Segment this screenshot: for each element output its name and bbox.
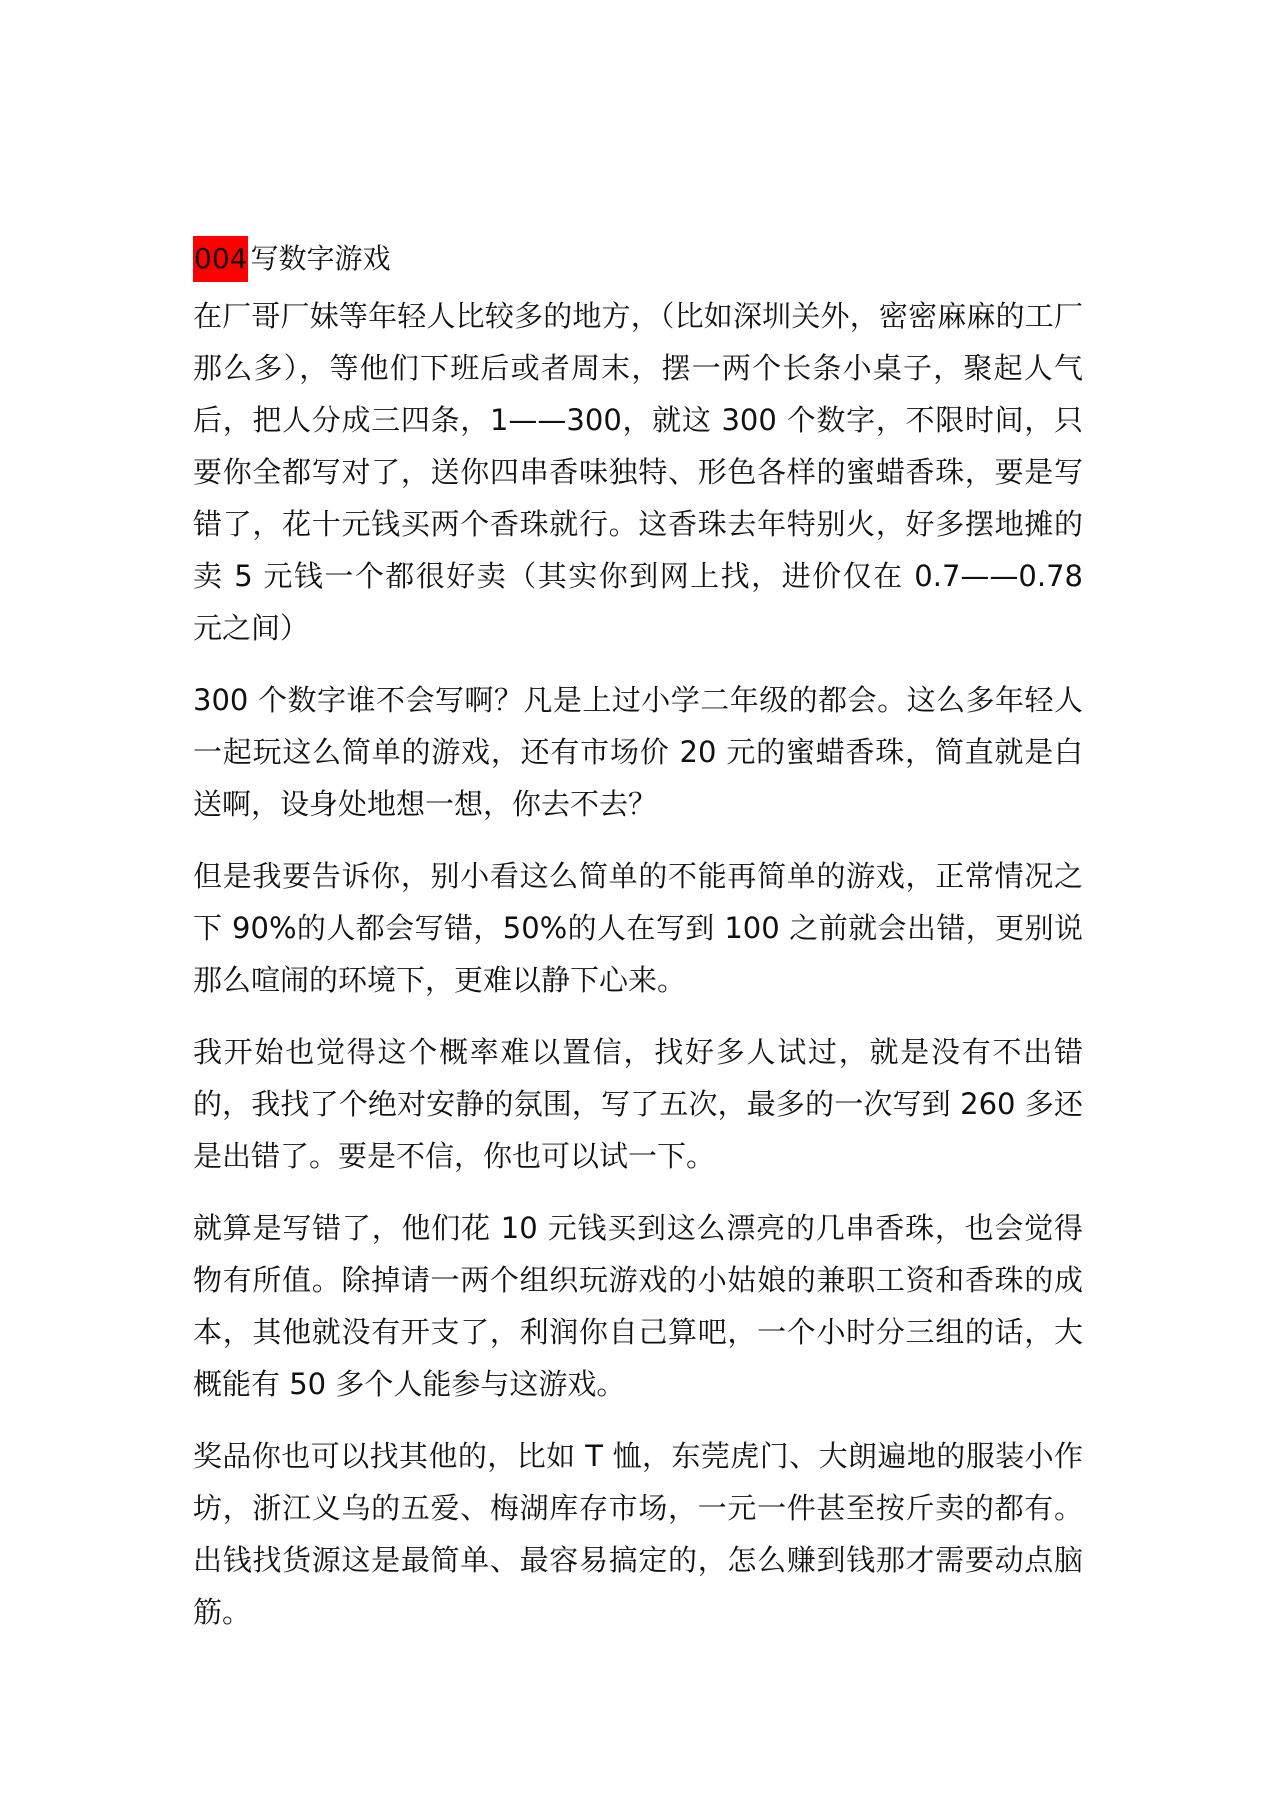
document-page	[193, 236, 1083, 1658]
paragraph-3: 但是我要告诉你，别小看这么简单的不能再简单的游戏，正常情况之下 90%的人都会写错，50%的人在写到 100 之前就会出错，更别说那么喧闹的环境下，更难以静下心来。	[193, 859, 1083, 997]
section-title: 写数字游戏	[250, 242, 391, 275]
section-number-highlight: 004	[193, 236, 248, 282]
paragraph-4: 我开始也觉得这个概率难以置信，找好多人试过，就是没有不出错的，我找了个绝对安静的氛围，写了五次，最多的一次写到 260 多还是出错了。要是不信，你也可以试一下。	[193, 1035, 1083, 1173]
section-heading	[193, 236, 1083, 282]
paragraph-1: 在厂哥厂妹等年轻人比较多的地方，（比如深圳关外，密密麻麻的工厂那么多），等他们下班后或者周末，摆一两个长条小桌子，聚起人气后，把人分成三四条，1——300，就这 300 个数字，不限时间，只要你全都写对了，送你四串香味独特、形色各样的蜜蜡香珠，要是写错了，花十元钱买两个香珠就行。这香珠去年特别火，好多摆地摊的卖 5 元钱一个都很好卖（其实你到网上找，进价仅在 0.7——0.78 元之间）	[193, 299, 1083, 645]
paragraph-6: 奖品你也可以找其他的，比如 T 恤，东莞虎门、大朗遍地的服装小作坊，浙江义乌的五爱、梅湖库存市场，一元一件甚至按斤卖的都有。出钱找货源这是最简单、最容易搞定的，怎么赚到钱那才需要动点脑筋。	[193, 1439, 1083, 1629]
paragraph-2: 300 个数字谁不会写啊？凡是上过小学二年级的都会。这么多年轻人一起玩这么简单的游戏，还有市场价 20 元的蜜蜡香珠，简直就是白送啊，设身处地想一想，你去不去？	[193, 683, 1083, 821]
paragraph-5: 就算是写错了，他们花 10 元钱买到这么漂亮的几串香珠，也会觉得物有所值。除掉请一两个组织玩游戏的小姑娘的兼职工资和香珠的成本，其他就没有开支了，利润你自己算吧，一个小时分三组的话，大概能有 50 多个人能参与这游戏。	[193, 1211, 1083, 1401]
